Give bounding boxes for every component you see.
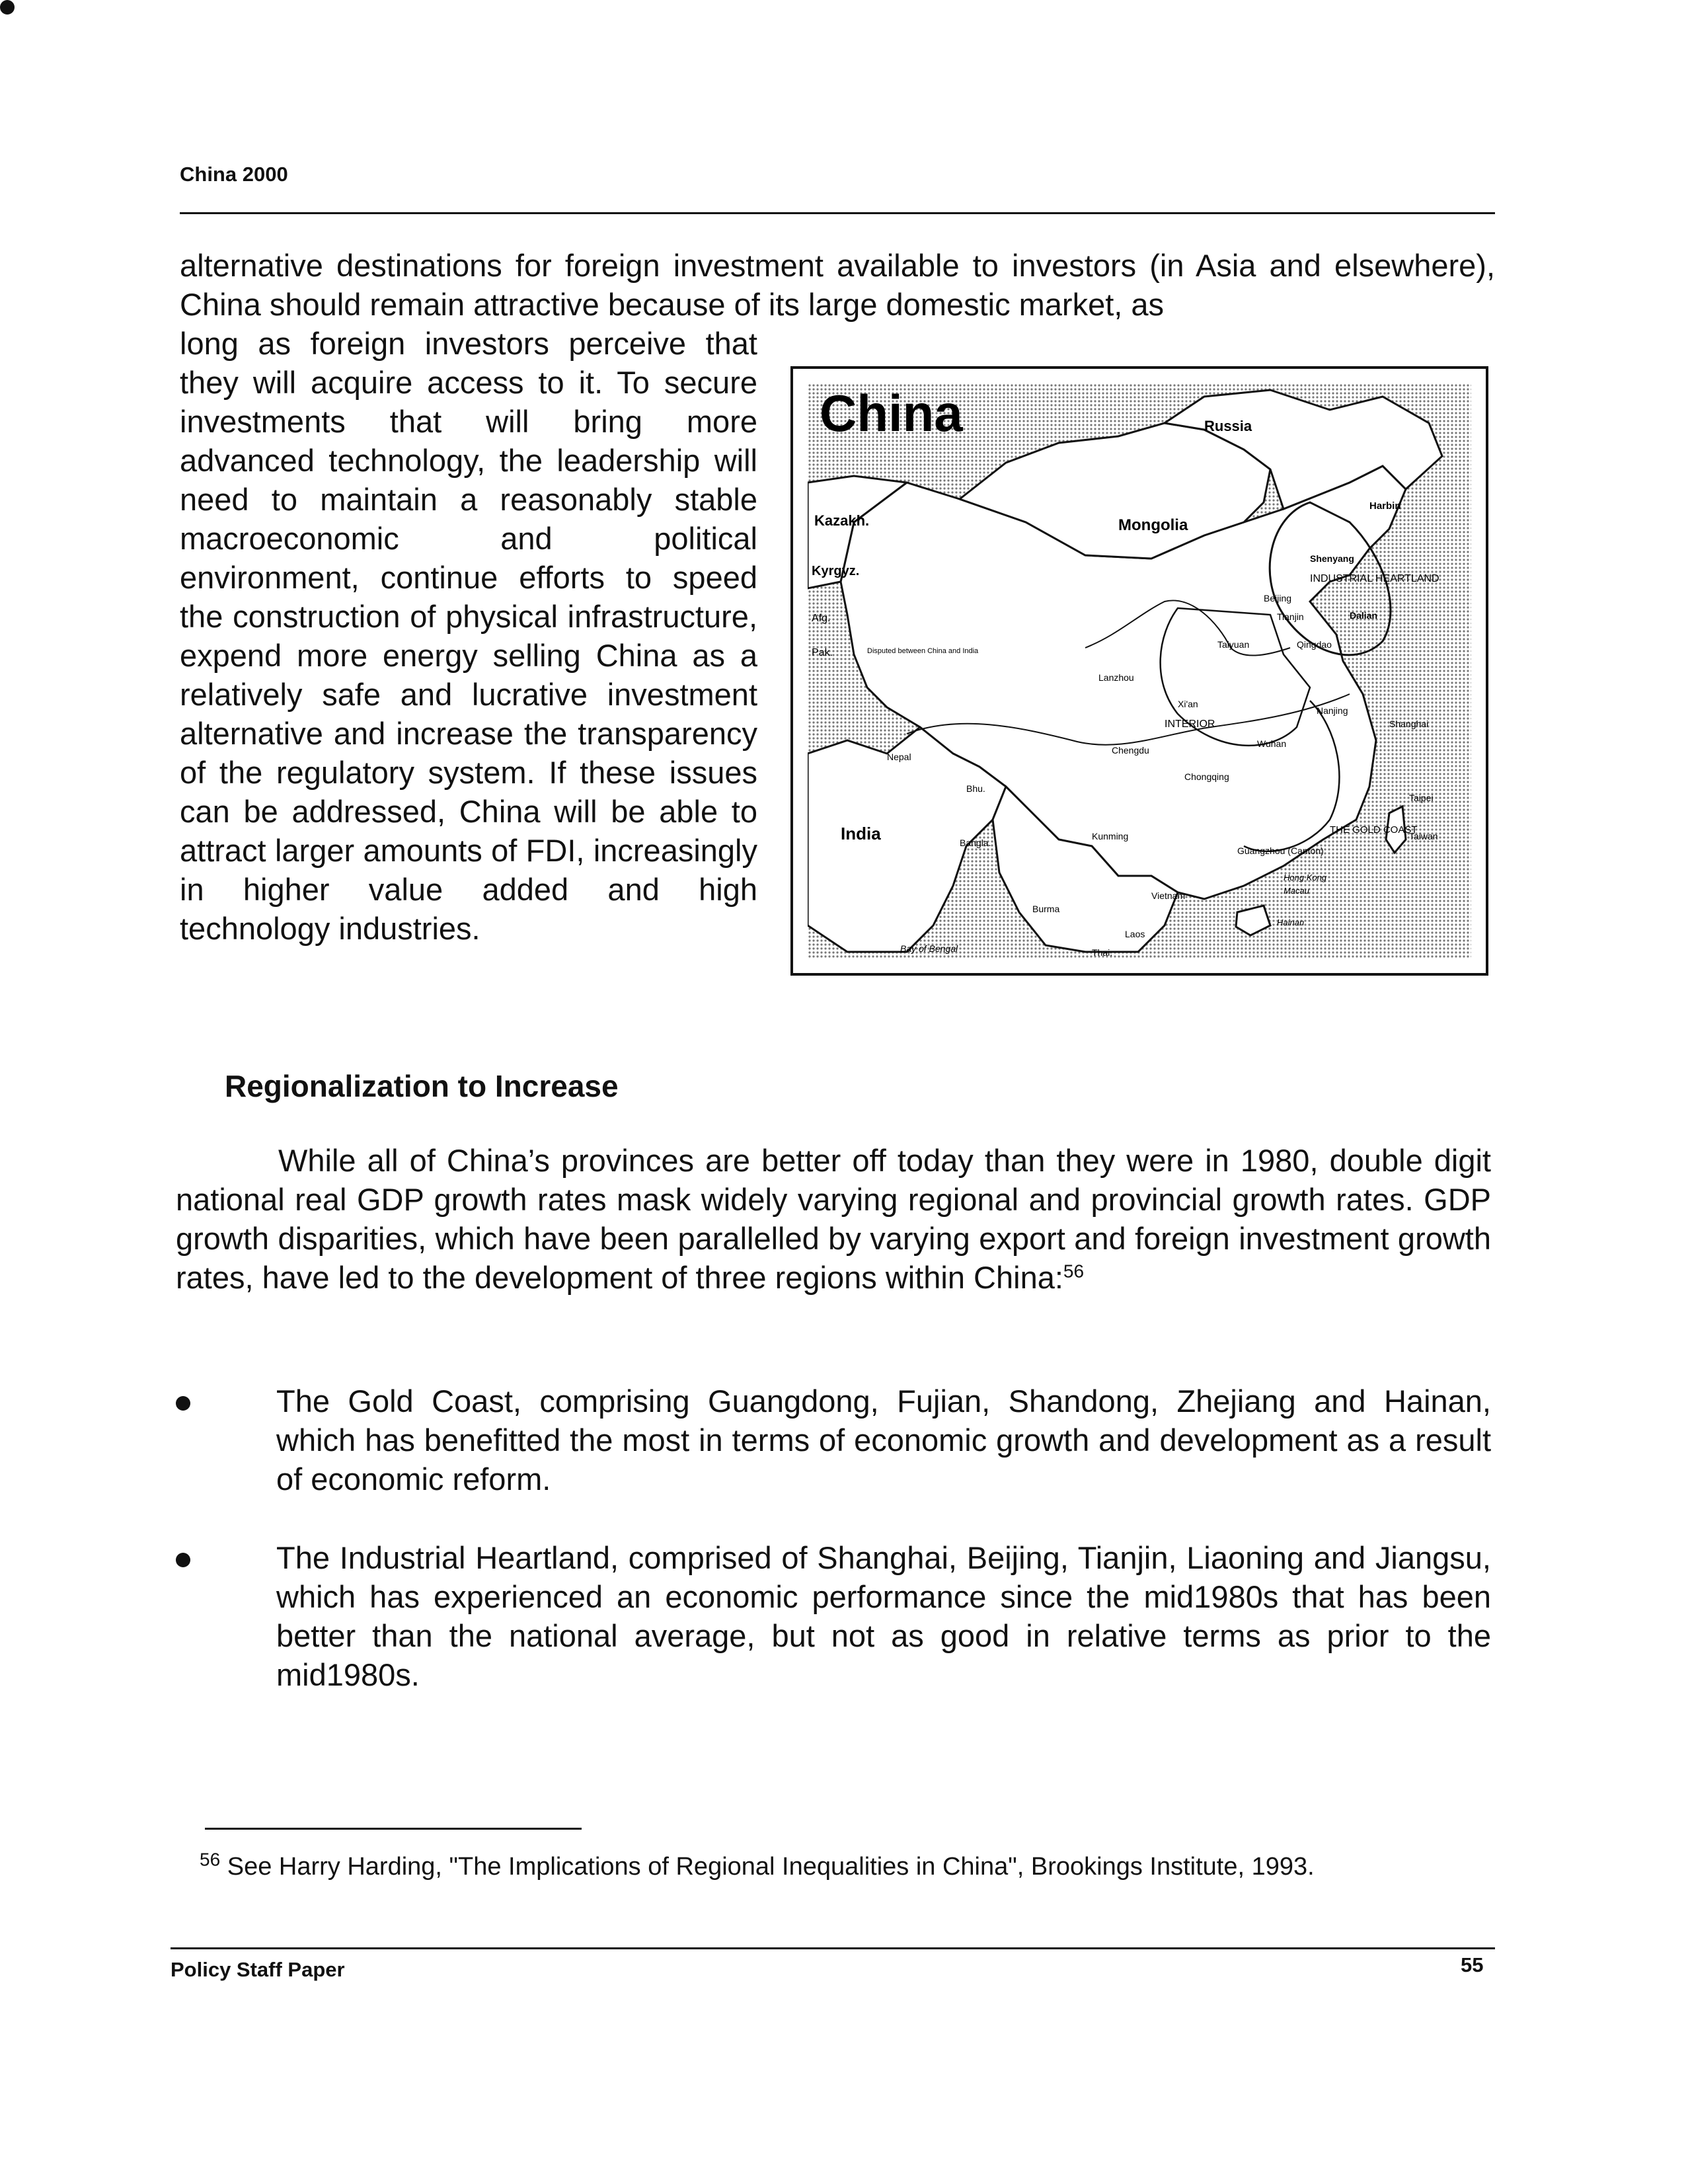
label-thai: Thai. <box>1092 947 1113 958</box>
map-title: China <box>820 384 963 442</box>
footer-publication: Policy Staff Paper <box>171 1958 345 1981</box>
label-kyrgyz: Kyrgyz. <box>812 564 860 578</box>
footnote-text: See Harry Harding, "The Implications of Regional Inequalities in China", Brookings Institute, 1993. <box>227 1853 1315 1881</box>
label-hong-kong: Hong Kong <box>1284 873 1327 882</box>
label-kazakh: Kazakh. <box>814 512 870 529</box>
label-dalian: Dalian <box>1350 610 1378 621</box>
footer-rule <box>171 1947 1495 1949</box>
china-map-figure <box>790 366 1488 976</box>
label-chengdu: Chengdu <box>1112 745 1149 756</box>
label-industrial-heartland: INDUSTRIAL HEARTLAND <box>1310 573 1439 584</box>
label-india: India <box>841 824 881 843</box>
label-macau: Macau <box>1284 886 1310 896</box>
wrapped-paragraph-text: long as foreign investors perceive that they will acquire access to it. To secure investments that will bring more advanced technology, the leadership will need to maintain a reasonably stable macroeconomic and political environment, continue efforts to speed the construction of physical infrastructure, expend more energy selling China as a relatively safe and lucrative investment alternative and increase the transparency of the regulatory system. If these issues can be addressed, China will be able to attract larger amounts of FDI, increasingly in higher value added and high technology industries. <box>180 326 757 946</box>
china-map <box>808 383 1471 958</box>
label-shenyang: Shenyang <box>1310 553 1354 564</box>
label-taipei: Taipei <box>1409 793 1434 803</box>
header-rule <box>180 212 1495 214</box>
label-gold-coast: THE GOLD COAST <box>1330 824 1418 836</box>
label-qingdao: Qingdao <box>1297 639 1332 650</box>
footnote-reference[interactable]: 56 <box>1063 1261 1085 1282</box>
label-shanghai: Shanghai <box>1389 719 1429 729</box>
label-disputed: Disputed between China and India <box>867 647 979 655</box>
label-nepal: Nepal <box>887 752 911 762</box>
body-paragraph-text: While all of China’s provinces are better off today than they were in 1980, double digit national real GDP growth rates mask widely varying regional and provincial growth rates. GDP growth disparities, which have been parallelled by varying export and foreign investment growth rates, have led to the development of three regions within China: <box>176 1143 1491 1295</box>
footnote-rule <box>205 1828 582 1830</box>
label-kunming: Kunming <box>1092 831 1129 841</box>
label-bhutan: Bhu. <box>966 783 985 794</box>
label-xian: Xi'an <box>1178 699 1198 709</box>
label-harbin: Harbin <box>1369 500 1401 512</box>
body-paragraph <box>176 1141 1491 1297</box>
label-burma: Burma <box>1032 904 1060 914</box>
label-russia: Russia <box>1204 418 1252 434</box>
bullet-dot <box>176 1396 190 1411</box>
label-laos: Laos <box>1125 929 1145 939</box>
label-lanzhou: Lanzhou <box>1098 672 1134 683</box>
label-bay-of-bengal: Bay of Bengal <box>900 943 958 954</box>
label-guangzhou: Guangzhou (Canton) <box>1237 845 1324 856</box>
label-chongqing: Chongqing <box>1184 771 1229 782</box>
section-heading: Regionalization to Increase <box>225 1069 619 1103</box>
label-wuhan: Wuhan <box>1257 738 1287 749</box>
label-tianjin: Tianjin <box>1277 611 1304 622</box>
wrapped-paragraph <box>180 324 757 948</box>
label-afg: Afg. <box>812 613 831 624</box>
label-mongolia: Mongolia <box>1118 516 1188 534</box>
section-bullet <box>0 0 15 15</box>
footnote-number: 56 <box>200 1849 221 1870</box>
label-nanjing: Nanjing <box>1317 705 1348 716</box>
page-number: 55 <box>1461 1953 1484 1976</box>
label-vietnam: Vietnam <box>1151 890 1186 901</box>
label-beijing: Beijing <box>1264 593 1292 604</box>
running-header: China 2000 <box>180 163 288 186</box>
label-pak: Pak. <box>812 647 833 658</box>
label-taiyuan: Taiyuan <box>1217 639 1250 650</box>
intro-paragraph: alternative destinations for foreign investment available to investors (in Asia and elsewhere), China should remain attractive because of its large domestic market, as <box>180 248 1495 322</box>
label-taiwan: Taiwan <box>1409 831 1438 841</box>
footnote <box>200 1849 1315 1881</box>
label-interior: INTERIOR <box>1165 719 1215 730</box>
bullet-gold-coast: The Gold Coast, comprising Guangdong, Fujian, Shandong, Zhejiang and Hainan, which has benefitted the most in terms of economic growth and development as a result of economic reform. <box>276 1384 1491 1497</box>
label-bangla: Bangla. <box>960 838 991 848</box>
label-hainan: Hainan <box>1277 917 1305 927</box>
bullet-industrial-heartland: The Industrial Heartland, comprised of Shanghai, Beijing, Tianjin, Liaoning and Jiangsu, which has experienced an economic performance since the mid1980s that has been better than the national average, but not as good in relative terms as prior to the mid1980s. <box>276 1540 1491 1692</box>
bullet-dot <box>176 1553 190 1567</box>
